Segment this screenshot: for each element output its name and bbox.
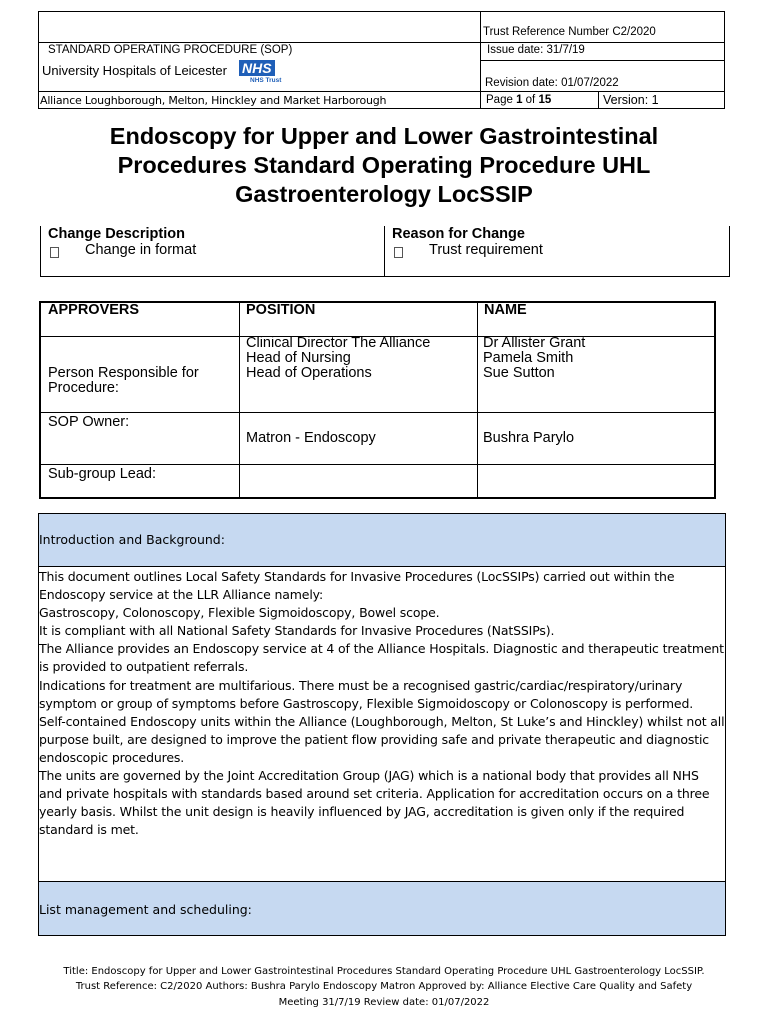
names-cell xyxy=(483,336,585,381)
person-responsible-label: Person Responsible for Procedure: xyxy=(48,365,199,396)
page-indicator: Page 1 of 15 xyxy=(486,94,552,106)
name-sue-sutton: Sue Sutton xyxy=(483,365,555,381)
org-name: University Hospitals of Leicester xyxy=(42,63,227,78)
checkbox-icon xyxy=(394,247,403,258)
position-head-nursing: Head of Nursing xyxy=(246,350,351,366)
intro-paragraph: The units are governed by the Joint Accreditation Group (JAG) which is a national body that provides all NHS and private hospitals with standards based around set criteria. Application for accreditation occurs on a three yearly basis. Whilst the unit design is heavily influenced by JAG, accreditation is given only if the required standard is met. xyxy=(39,768,710,838)
footer-line-3: Meeting 31/7/19 Review date: 01/07/2022 xyxy=(278,996,490,1008)
footer-line-1: Title: Endoscopy for Upper and Lower Gastrointestinal Procedures Standard Operating Procedure UHL Gastroenterology LocSSIP. xyxy=(63,966,705,977)
checkbox-icon xyxy=(50,247,59,258)
title-line-1: Endoscopy for Upper and Lower Gastrointestinal xyxy=(109,123,659,149)
sop-owner-position: Matron - Endoscopy xyxy=(246,430,376,446)
intro-paragraph: It is compliant with all National Safety Standards for Invasive Procedures (NatSSIPs). xyxy=(39,623,555,639)
revision-date: Revision date: 01/07/2022 xyxy=(485,77,619,89)
change-description-value: Change in format xyxy=(85,242,197,258)
position-clinical-director: Clinical Director The Alliance xyxy=(246,335,431,351)
intro-paragraph: Indications for treatment are multifarious. There must be a recognised gastric/cardiac/respiratory/urinary symptom or group of symptoms before Gastroscopy, Flexible Sigmoidoscopy or Colonoscopy is performed. xyxy=(39,677,694,711)
nhs-trust-label: NHS Trust xyxy=(250,77,282,84)
position-head-operations: Head of Operations xyxy=(246,365,372,381)
intro-paragraph: The Alliance provides an Endoscopy service at 4 of the Alliance Hospitals. Diagnostic and therapeutic treatment is provided to outpatient referrals. xyxy=(39,641,724,675)
reason-for-change-label: Reason for Change xyxy=(392,226,525,242)
alliance-sites: Alliance Loughborough, Melton, Hinckley and Market Harborough xyxy=(40,94,387,107)
sop-owner-label: SOP Owner: xyxy=(48,414,130,430)
issue-date: Issue date: 31/7/19 xyxy=(487,44,585,56)
change-description-label: Change Description xyxy=(48,226,185,242)
reason-for-change-value: Trust requirement xyxy=(429,242,543,258)
title-line-3: Gastroenterology LocSSIP xyxy=(235,181,533,207)
intro-paragraph: Gastroscopy, Colonoscopy, Flexible Sigmoidoscopy, Bowel scope. xyxy=(39,605,440,621)
document-title xyxy=(40,122,728,209)
list-management-heading: List management and scheduling: xyxy=(39,902,252,917)
intro-paragraph: This document outlines Local Safety Standards for Invasive Procedures (LocSSIPs) carried out within the Endoscopy service at the LLR Alliance namely: xyxy=(39,569,675,603)
footer-line-2: Trust Reference: C2/2020 Authors: Bushra Parylo Endoscopy Matron Approved by: Alliance Elective Care Quality and Safety xyxy=(75,981,693,993)
name-header: NAME xyxy=(484,302,527,318)
intro-paragraph: Self-contained Endoscopy units within the Alliance (Loughborough, Melton, St Luke’s and Hinckley) whilst not all purpose built, are designed to improve the patient flow providing safe and private therapeutic and diagnostic endoscopic procedures. xyxy=(39,713,725,765)
page-footer xyxy=(30,964,738,1010)
position-header: POSITION xyxy=(246,302,316,318)
title-line-2: Procedures Standard Operating Procedure UHL xyxy=(117,152,651,178)
sop-label: STANDARD OPERATING PROCEDURE (SOP) xyxy=(48,44,293,56)
sub-group-lead-label: Sub-group Lead: xyxy=(48,466,157,482)
approvers-header: APPROVERS xyxy=(48,302,140,318)
name-pamela-smith: Pamela Smith xyxy=(483,350,574,366)
intro-heading: Introduction and Background: xyxy=(39,532,225,547)
trust-reference: Trust Reference Number C2/2020 xyxy=(483,26,656,38)
version: Version: 1 xyxy=(603,93,659,107)
position-cell xyxy=(246,336,430,381)
name-allister-grant: Dr Allister Grant xyxy=(483,335,586,351)
nhs-logo: NHS xyxy=(239,60,275,76)
sop-owner-name: Bushra Parylo xyxy=(483,430,575,446)
intro-body xyxy=(39,568,725,839)
